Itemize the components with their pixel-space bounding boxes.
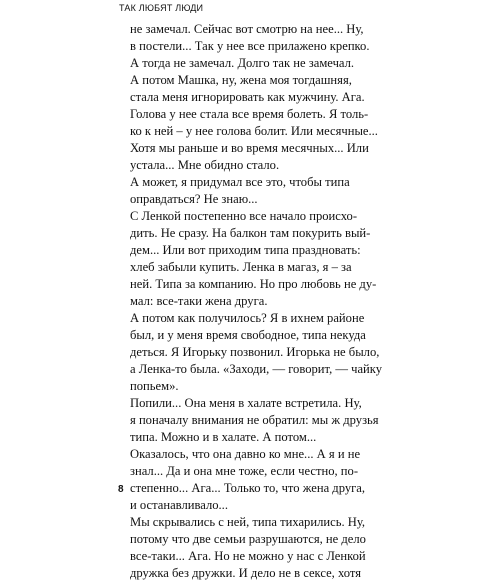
text-line: стала меня игнорировать как мужчину. Ага. <box>130 90 365 104</box>
text-line: оправдаться? Не знаю... <box>130 192 258 206</box>
text-line: дружка без дружки. И дело не в сексе, хотя <box>130 566 362 580</box>
text-line: степенно... Ага... Только то, что жена друга, <box>130 481 366 495</box>
text-line: хлеб забыли купить. Ленка в магаз, я – за <box>130 260 352 274</box>
text-line: не замечал. Сейчас вот смотрю на нее... Ну, <box>130 22 364 36</box>
page-number: 8 <box>118 484 124 495</box>
text-line: я поначалу внимания не обратил: мы ж друзья <box>130 413 379 427</box>
text-line: попьем». <box>130 379 179 393</box>
text-line: ней. Типа за компанию. Но про любовь не ду- <box>130 277 377 291</box>
text-line: был, и у меня время свободное, типа некуда <box>130 328 366 342</box>
text-line: и останавливало... <box>130 498 228 512</box>
text-line: дить. Не сразу. На балкон там покурить вый- <box>130 226 371 240</box>
text-line: в постели... Так у нее все прилажено крепко. <box>130 39 370 53</box>
text-line: Хотя мы раньше и во время месячных... Или <box>130 141 369 155</box>
text-line: дем... Или вот приходим типа праздновать: <box>130 243 361 257</box>
text-line: Оказалось, что она давно ко мне... А я и не <box>130 447 361 461</box>
text-line: Мы скрывались с ней, типа тихарились. Ну, <box>130 515 366 529</box>
text-line: типа. Можно и в халате. А потом... <box>130 430 317 444</box>
text-line: знал... Да и она мне тоже, если честно, по- <box>130 464 359 478</box>
text-line: А может, я придумал все это, чтобы типа <box>130 175 350 189</box>
text-line: Попили... Она меня в халате встретила. Ну, <box>130 396 362 410</box>
body-text <box>130 21 383 582</box>
text-line: А потом как получилось? Я в ихнем районе <box>130 311 365 325</box>
text-line: потому что две семьи разрушаются, не дело <box>130 532 366 546</box>
text-line: все-таки... Ага. Но не можно у нас с Ленкой <box>130 549 366 563</box>
text-line: С Ленкой постепенно все начало происхо- <box>130 209 358 223</box>
text-line: Голова у нее стала все время болеть. Я толь- <box>130 107 369 121</box>
text-line: устала... Мне обидно стало. <box>130 158 280 172</box>
text-line: деться. Я Игорьку позвонил. Игорька не было, <box>130 345 380 359</box>
text-line: А потом Машка, ну, жена моя тогдашняя, <box>130 73 352 87</box>
text-line: мал: все-таки жена друга. <box>130 294 268 308</box>
running-header: ТАК ЛЮБЯТ ЛЮДИ <box>119 3 204 13</box>
text-line: а Ленка-то была. «Заходи, — говорит, — чайку <box>130 362 383 376</box>
text-line: ко к ней – у нее голова болит. Или месячные... <box>130 124 378 138</box>
text-line: А тогда не замечал. Долго так не замечал. <box>130 56 355 70</box>
